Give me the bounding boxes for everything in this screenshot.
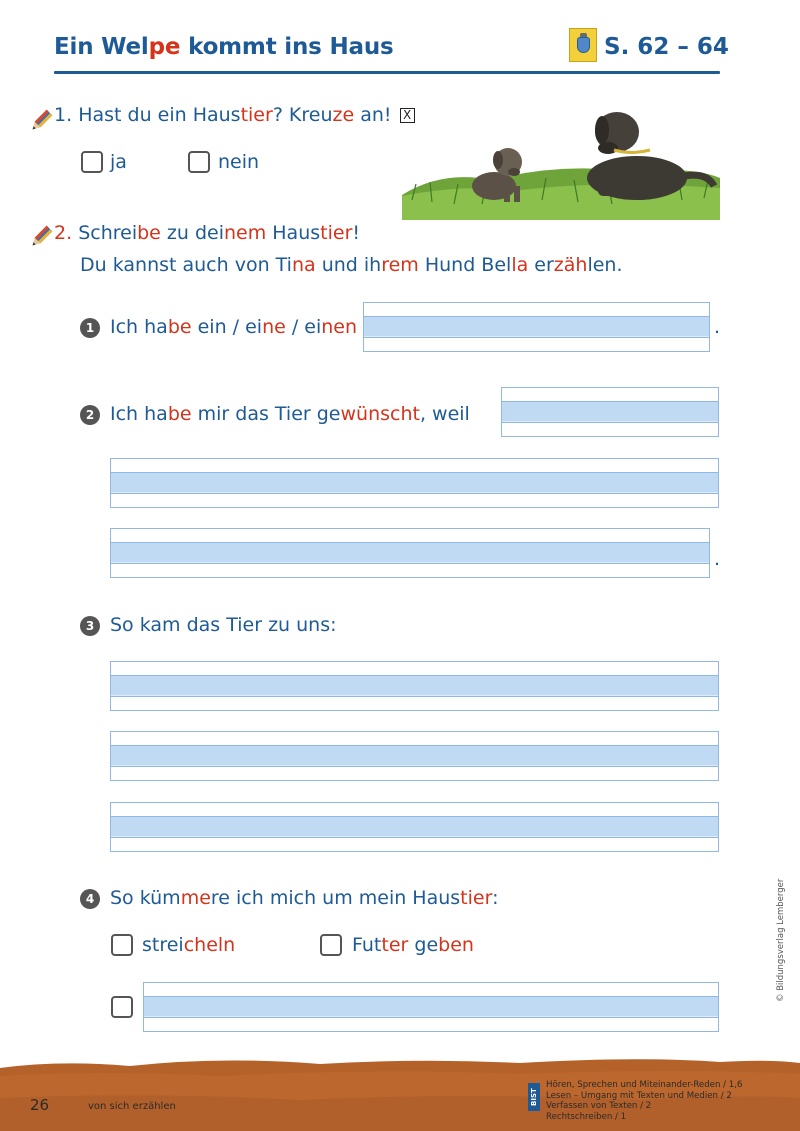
- item2-sentence: Ich habe mir das Tier gewünscht, weil: [110, 403, 470, 425]
- item1-number-badge: 1: [80, 318, 100, 338]
- competency-item: Lesen – Umgang mit Texten und Medien / 2: [546, 1090, 732, 1101]
- competencies-list: [546, 1080, 742, 1122]
- writing-line[interactable]: [143, 982, 719, 1032]
- task2-prompt-line1: 2. Schreibe zu deinem Haustier!: [54, 222, 361, 244]
- competency-item: Verfassen von Texten / 2: [546, 1101, 652, 1111]
- option-futter-geben-label: Futter geben: [352, 934, 474, 956]
- item4-number-badge: 4: [80, 889, 100, 909]
- writing-line[interactable]: [110, 731, 719, 781]
- writing-line[interactable]: [501, 387, 719, 437]
- writing-line[interactable]: [363, 302, 710, 352]
- pencil-icon: [28, 108, 54, 134]
- sentence-period: .: [714, 316, 721, 338]
- writing-line[interactable]: [110, 661, 719, 711]
- option-ja-label: ja: [110, 151, 127, 173]
- item3-sentence: So kam das Tier zu uns:: [110, 614, 337, 636]
- item3-number-badge: 3: [80, 616, 100, 636]
- dog-and-puppy-illustration: [402, 100, 720, 220]
- item2-number-badge: 2: [80, 405, 100, 425]
- checkbox-ja[interactable]: [81, 151, 103, 173]
- copyright-note: © Bildungsverlag Lemberger: [776, 878, 786, 1002]
- sentence-period: .: [714, 548, 721, 570]
- pencil-icon: [28, 224, 54, 250]
- page-number: 26: [30, 1096, 50, 1114]
- checkbox-streicheln[interactable]: [111, 934, 133, 956]
- page-reference: S. 62 – 64: [604, 34, 729, 60]
- item4-sentence: So kümmere ich mich um mein Haustier:: [110, 887, 499, 909]
- item1-sentence: Ich habe ein / eine / einen: [110, 316, 358, 338]
- bist-tag: BIST: [528, 1083, 540, 1111]
- textbook-icon: [569, 28, 597, 62]
- competency-item: Rechtschreiben / 1: [546, 1111, 627, 1122]
- option-nein-label: nein: [218, 151, 260, 173]
- footer-topic: von sich erzählen: [88, 1101, 176, 1112]
- writing-line[interactable]: [110, 802, 719, 852]
- option-streicheln-label: streicheln: [142, 934, 236, 956]
- writing-line[interactable]: [110, 528, 710, 578]
- checkbox-futter-geben[interactable]: [320, 934, 342, 956]
- checkbox-other[interactable]: [111, 996, 133, 1018]
- crossed-box-icon: X: [400, 108, 415, 123]
- checkbox-nein[interactable]: [188, 151, 210, 173]
- task2-prompt-line2: Du kannst auch von Tina und ihrem Hund Bella erzählen.: [80, 254, 623, 276]
- writing-line[interactable]: [110, 458, 719, 508]
- competency-item: Hören, Sprechen und Miteinander-Reden / 1,6: [546, 1080, 743, 1090]
- title-underline: [54, 71, 720, 74]
- task1-prompt: 1. Hast du ein Haustier? Kreuze an! X: [54, 104, 415, 126]
- page-title: Ein Welpe kommt ins Haus: [54, 34, 394, 60]
